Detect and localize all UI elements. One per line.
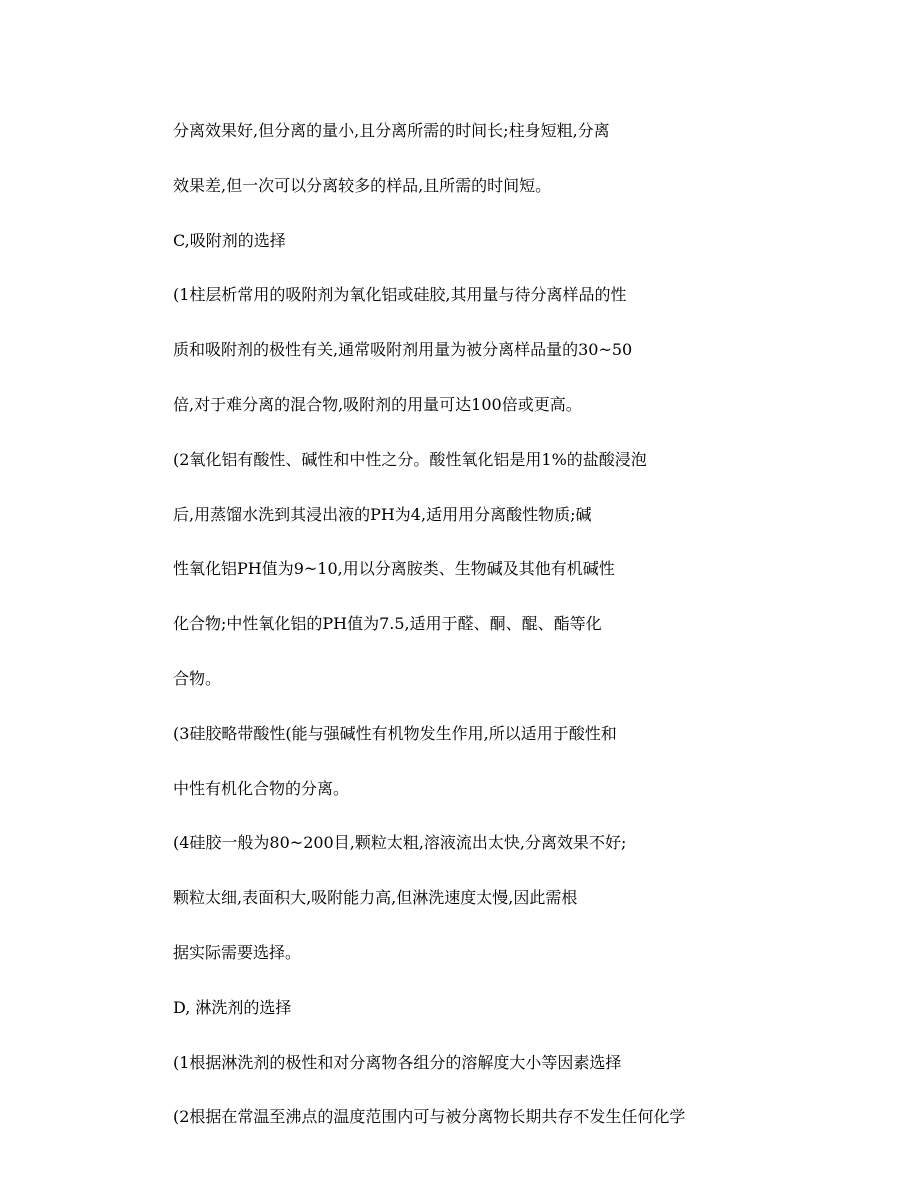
text-line: (1柱层析常用的吸附剂为氧化铝或硅胶,其用量与待分离样品的性	[173, 285, 627, 305]
text-line: 质和吸附剂的极性有关,通常吸附剂用量为被分离样品量的30~50	[173, 340, 633, 360]
text-line: (1根据淋洗剂的极性和对分离物各组分的溶解度大小等因素选择	[173, 1052, 622, 1072]
text-line: 中性有机化合物的分离。	[173, 778, 350, 798]
text-line: (2根据在常温至沸点的温度范围内可与被分离物长期共存不发生任何化学	[173, 1107, 686, 1127]
text-line: (3硅胶略带酸性(能与强碱性有机物发生作用,所以适用于酸性和	[173, 723, 617, 743]
text-line: 性氧化铝PH值为9~10,用以分离胺类、生物碱及其他有机碱性	[173, 559, 615, 579]
section-heading-d: D, 淋洗剂的选择	[173, 997, 292, 1017]
text-line: 效果差,但一次可以分离较多的样品,且所需的时间短。	[173, 175, 552, 195]
text-line: (2氧化铝有酸性、碱性和中性之分。酸性氧化铝是用1%的盐酸浸泡	[173, 449, 647, 469]
text-line: 倍,对于难分离的混合物,吸附剂的用量可达100倍或更高。	[173, 394, 582, 414]
section-heading-c: C,吸附剂的选择	[173, 230, 286, 250]
text-line: 化合物;中性氧化铝的PH值为7.5,适用于醛、酮、醌、酯等化	[173, 614, 602, 634]
document-body	[173, 117, 773, 1130]
text-line: 颗粒太细,表面积大,吸附能力高,但淋洗速度太慢,因此需根	[173, 888, 578, 908]
text-line: 据实际需要选择。	[173, 942, 302, 962]
text-line: 分离效果好,但分离的量小,且分离所需的时间长;柱身短粗,分离	[173, 121, 610, 140]
text-line: 合物。	[173, 668, 222, 688]
text-line: 后,用蒸馏水洗到其浸出液的PH为4,适用用分离酸性物质;碱	[173, 504, 592, 524]
text-line: (4硅胶一般为80~200目,颗粒太粗,溶液流出太快,分离效果不好;	[173, 833, 627, 853]
